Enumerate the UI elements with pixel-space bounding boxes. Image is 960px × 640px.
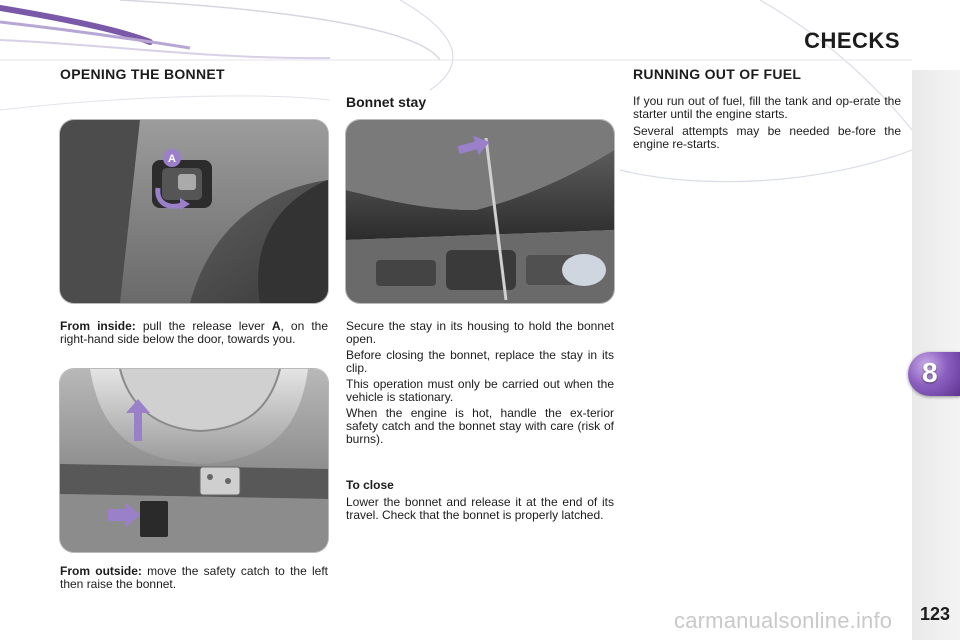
from-outside-text <box>60 565 328 591</box>
callout-a-label: A <box>168 153 176 165</box>
to-close-text: Lower the bonnet and release it at the end of its travel. Check that the bonnet is properly latched. <box>346 495 614 522</box>
page-number: 123 <box>920 604 951 624</box>
stay-paragraph-3: This operation must only be carried out when the vehicle is stationary. <box>346 377 614 404</box>
to-close-heading: To close <box>346 478 394 492</box>
release-lever-photo <box>60 120 328 303</box>
from-inside-label: From inside: <box>60 319 136 333</box>
bonnet-stay-heading: Bonnet stay <box>346 94 427 110</box>
watermark-text: carmanualsonline.info <box>674 608 893 633</box>
fuel-paragraph-1: If you run out of fuel, fill the tank and op-erate the starter until the engine starts. <box>633 94 901 121</box>
safety-catch-photo <box>60 369 328 552</box>
stay-paragraph-2: Before closing the bonnet, replace the stay in its clip. <box>346 348 614 375</box>
from-outside-label: From outside: <box>60 564 142 578</box>
stay-paragraph-1: Secure the stay in its housing to hold the bonnet open. <box>346 319 614 346</box>
from-outside-instruction: move the safety catch to the left then raise the bonnet. <box>60 564 328 591</box>
from-inside-instruction-1: pull the release lever <box>135 319 272 333</box>
chapter-title: CHECKS <box>804 28 900 53</box>
bonnet-stay-photo <box>346 120 614 303</box>
stay-paragraph-4: When the engine is hot, handle the ex-terior safety catch and the bonnet stay with care (risk of burns). <box>346 406 614 446</box>
lever-letter: A <box>271 319 281 333</box>
fuel-paragraph-2: Several attempts may be needed be-fore the engine re-starts. <box>633 124 901 151</box>
chapter-number-badge <box>908 352 960 396</box>
running-out-of-fuel-heading: RUNNING OUT OF FUEL <box>633 66 802 82</box>
from-inside-text <box>60 320 328 346</box>
opening-bonnet-heading: OPENING THE BONNET <box>60 66 225 82</box>
chapter-number: 8 <box>922 357 938 388</box>
from-inside-instruction-2: , on the right-hand side below the door, towards you. <box>60 319 328 346</box>
